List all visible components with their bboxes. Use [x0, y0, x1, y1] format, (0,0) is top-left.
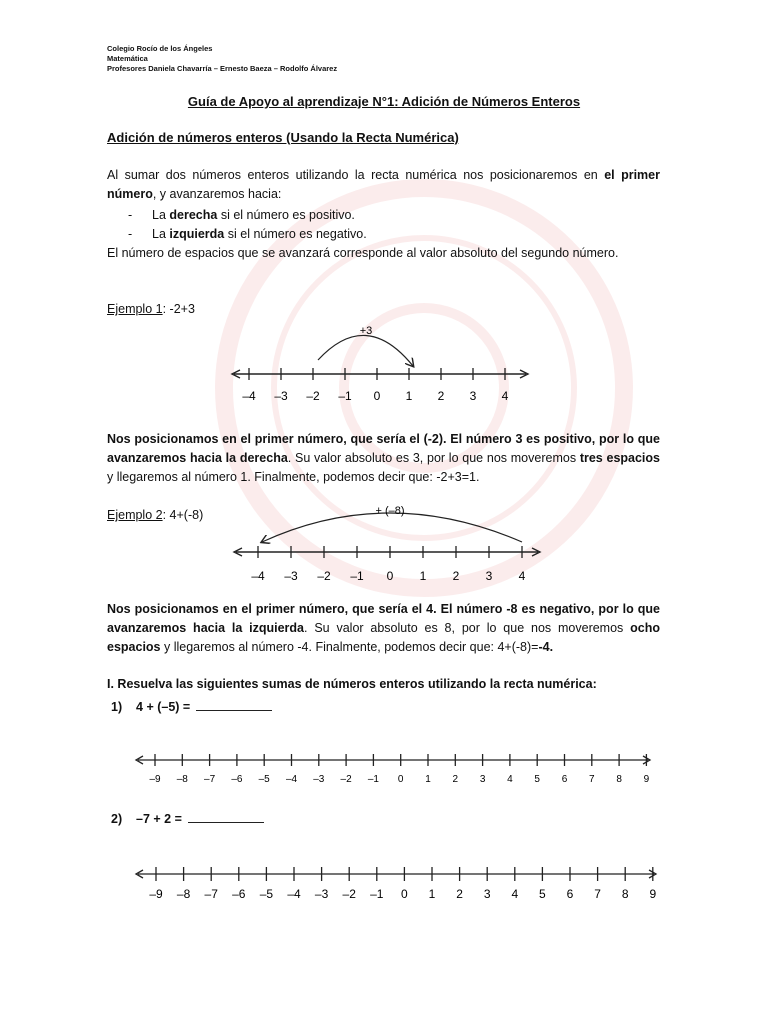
- tick-label: 5: [534, 774, 540, 785]
- tick-label: –2: [306, 389, 320, 403]
- answer-blank[interactable]: [188, 810, 264, 823]
- arc-label: +3: [359, 325, 373, 337]
- tick-label: –9: [149, 774, 161, 785]
- tick-label: –4: [285, 774, 298, 785]
- tick-label: 0: [386, 569, 394, 583]
- school-name: Colegio Rocío de los Ángeles: [107, 44, 213, 53]
- tick-label: 3: [483, 887, 491, 901]
- intro-paragraph: Al sumar dos números enteros utilizando la recta numérica nos posicionaremos en el primer número, y avanzaremos hacia:: [107, 168, 660, 201]
- tick-label: 1: [428, 887, 436, 901]
- tick-label: 4: [511, 887, 519, 901]
- tick-label: 2: [437, 389, 445, 403]
- tick-label: –3: [284, 569, 298, 583]
- tick-label: –1: [350, 569, 364, 583]
- example1-explanation: Nos posicionamos en el primer número, que sería el (-2). El número 3 es positivo, por lo que avanzaremos hacia la derecha. Su valor absoluto es 3, por lo que nos moveremos tres espacios y llegaremos al número 1. Finalmente, podemos decir que: -2+3=1.: [107, 432, 660, 484]
- tick-label: –2: [317, 569, 331, 583]
- tick-label: –1: [370, 887, 384, 901]
- tick-label: 4: [518, 569, 526, 583]
- exercise2-number-line: [132, 856, 662, 906]
- tick-label: 6: [561, 774, 568, 785]
- example2-number-line: [228, 498, 546, 588]
- tick-label: –3: [314, 887, 329, 901]
- example1-label: Ejemplo 1: -2+3: [107, 302, 195, 316]
- teachers-names: Profesores Daniela Chavarría – Ernesto Baeza – Rodolfo Álvarez: [107, 64, 338, 73]
- tick-label: 9: [649, 887, 657, 901]
- tick-label: 5: [539, 887, 546, 901]
- tick-label: 7: [594, 887, 601, 901]
- exercise1-number-line: [132, 742, 656, 792]
- tick-label: 2: [452, 569, 460, 583]
- tick-label: –2: [340, 774, 352, 785]
- tick-label: –3: [274, 389, 288, 403]
- exercise-2: 2) –7 + 2 =: [111, 810, 264, 826]
- arc-label: + (–8): [375, 505, 405, 517]
- answer-blank[interactable]: [196, 698, 272, 711]
- tick-label: 1: [425, 774, 431, 785]
- tick-label: –1: [338, 389, 352, 403]
- tick-label: –7: [204, 774, 216, 785]
- tick-label: –6: [231, 774, 243, 785]
- jump-arc: [318, 335, 413, 366]
- tick-label: 2: [452, 774, 459, 785]
- tick-label: 3: [469, 389, 477, 403]
- tick-label: 1: [419, 569, 427, 583]
- tick-label: –4: [242, 389, 256, 403]
- absolute-value-paragraph: El número de espacios que se avanzará corresponde al valor absoluto del segundo número.: [107, 246, 619, 260]
- exercise-section-title: I. Resuelva las siguientes sumas de números enteros utilizando la recta numérica:: [107, 677, 597, 691]
- example2-label: Ejemplo 2: 4+(-8): [107, 508, 204, 522]
- tick-label: –5: [259, 887, 274, 901]
- example1-number-line: [226, 320, 536, 410]
- tick-label: 0: [401, 887, 408, 901]
- example2-explanation: Nos posicionamos en el primer número, que sería el 4. El número -8 es negativo, por lo que avanzaremos hacia la izquierda. Su valor absoluto es 8, por lo que nos moveremos ocho espacios y llegaremos al número -4. Finalmente, podemos decir que: 4+(-8)=-4.: [107, 602, 660, 654]
- list-item: - La izquierda si el número es negativo.: [128, 227, 367, 241]
- tick-label: 7: [589, 774, 595, 785]
- tick-label: 2: [456, 887, 463, 901]
- tick-label: –5: [258, 774, 270, 785]
- tick-label: 4: [501, 389, 509, 403]
- tick-label: –3: [313, 774, 325, 785]
- tick-label: –1: [367, 774, 379, 785]
- section-subtitle: Adición de números enteros (Usando la Recta Numérica): [107, 130, 459, 145]
- subject-name: Matemática: [107, 54, 148, 63]
- tick-label: –4: [287, 887, 301, 901]
- tick-label: 9: [643, 774, 650, 785]
- list-item: - La derecha si el número es positivo.: [128, 208, 355, 222]
- tick-label: 4: [507, 774, 513, 785]
- page-title: Guía de Apoyo al aprendizaje N°1: Adición de Números Enteros: [187, 94, 581, 109]
- tick-label: 8: [621, 887, 629, 901]
- direction-list: [128, 206, 367, 244]
- jump-arc: [262, 513, 522, 542]
- tick-label: –8: [176, 887, 191, 901]
- tick-label: –9: [149, 887, 163, 901]
- tick-label: 1: [405, 389, 413, 403]
- tick-label: –2: [342, 887, 356, 901]
- tick-label: –8: [176, 774, 188, 785]
- tick-label: 3: [485, 569, 493, 583]
- tick-label: 0: [373, 389, 381, 403]
- tick-label: –4: [251, 569, 265, 583]
- tick-label: 3: [479, 774, 486, 785]
- tick-label: 8: [616, 774, 622, 785]
- tick-label: 6: [566, 887, 574, 901]
- tick-label: –6: [232, 887, 246, 901]
- tick-label: 0: [397, 774, 404, 785]
- document-header: [107, 44, 337, 74]
- exercise-1: 1) 4 + (–5) =: [111, 698, 272, 714]
- tick-label: –7: [204, 887, 218, 901]
